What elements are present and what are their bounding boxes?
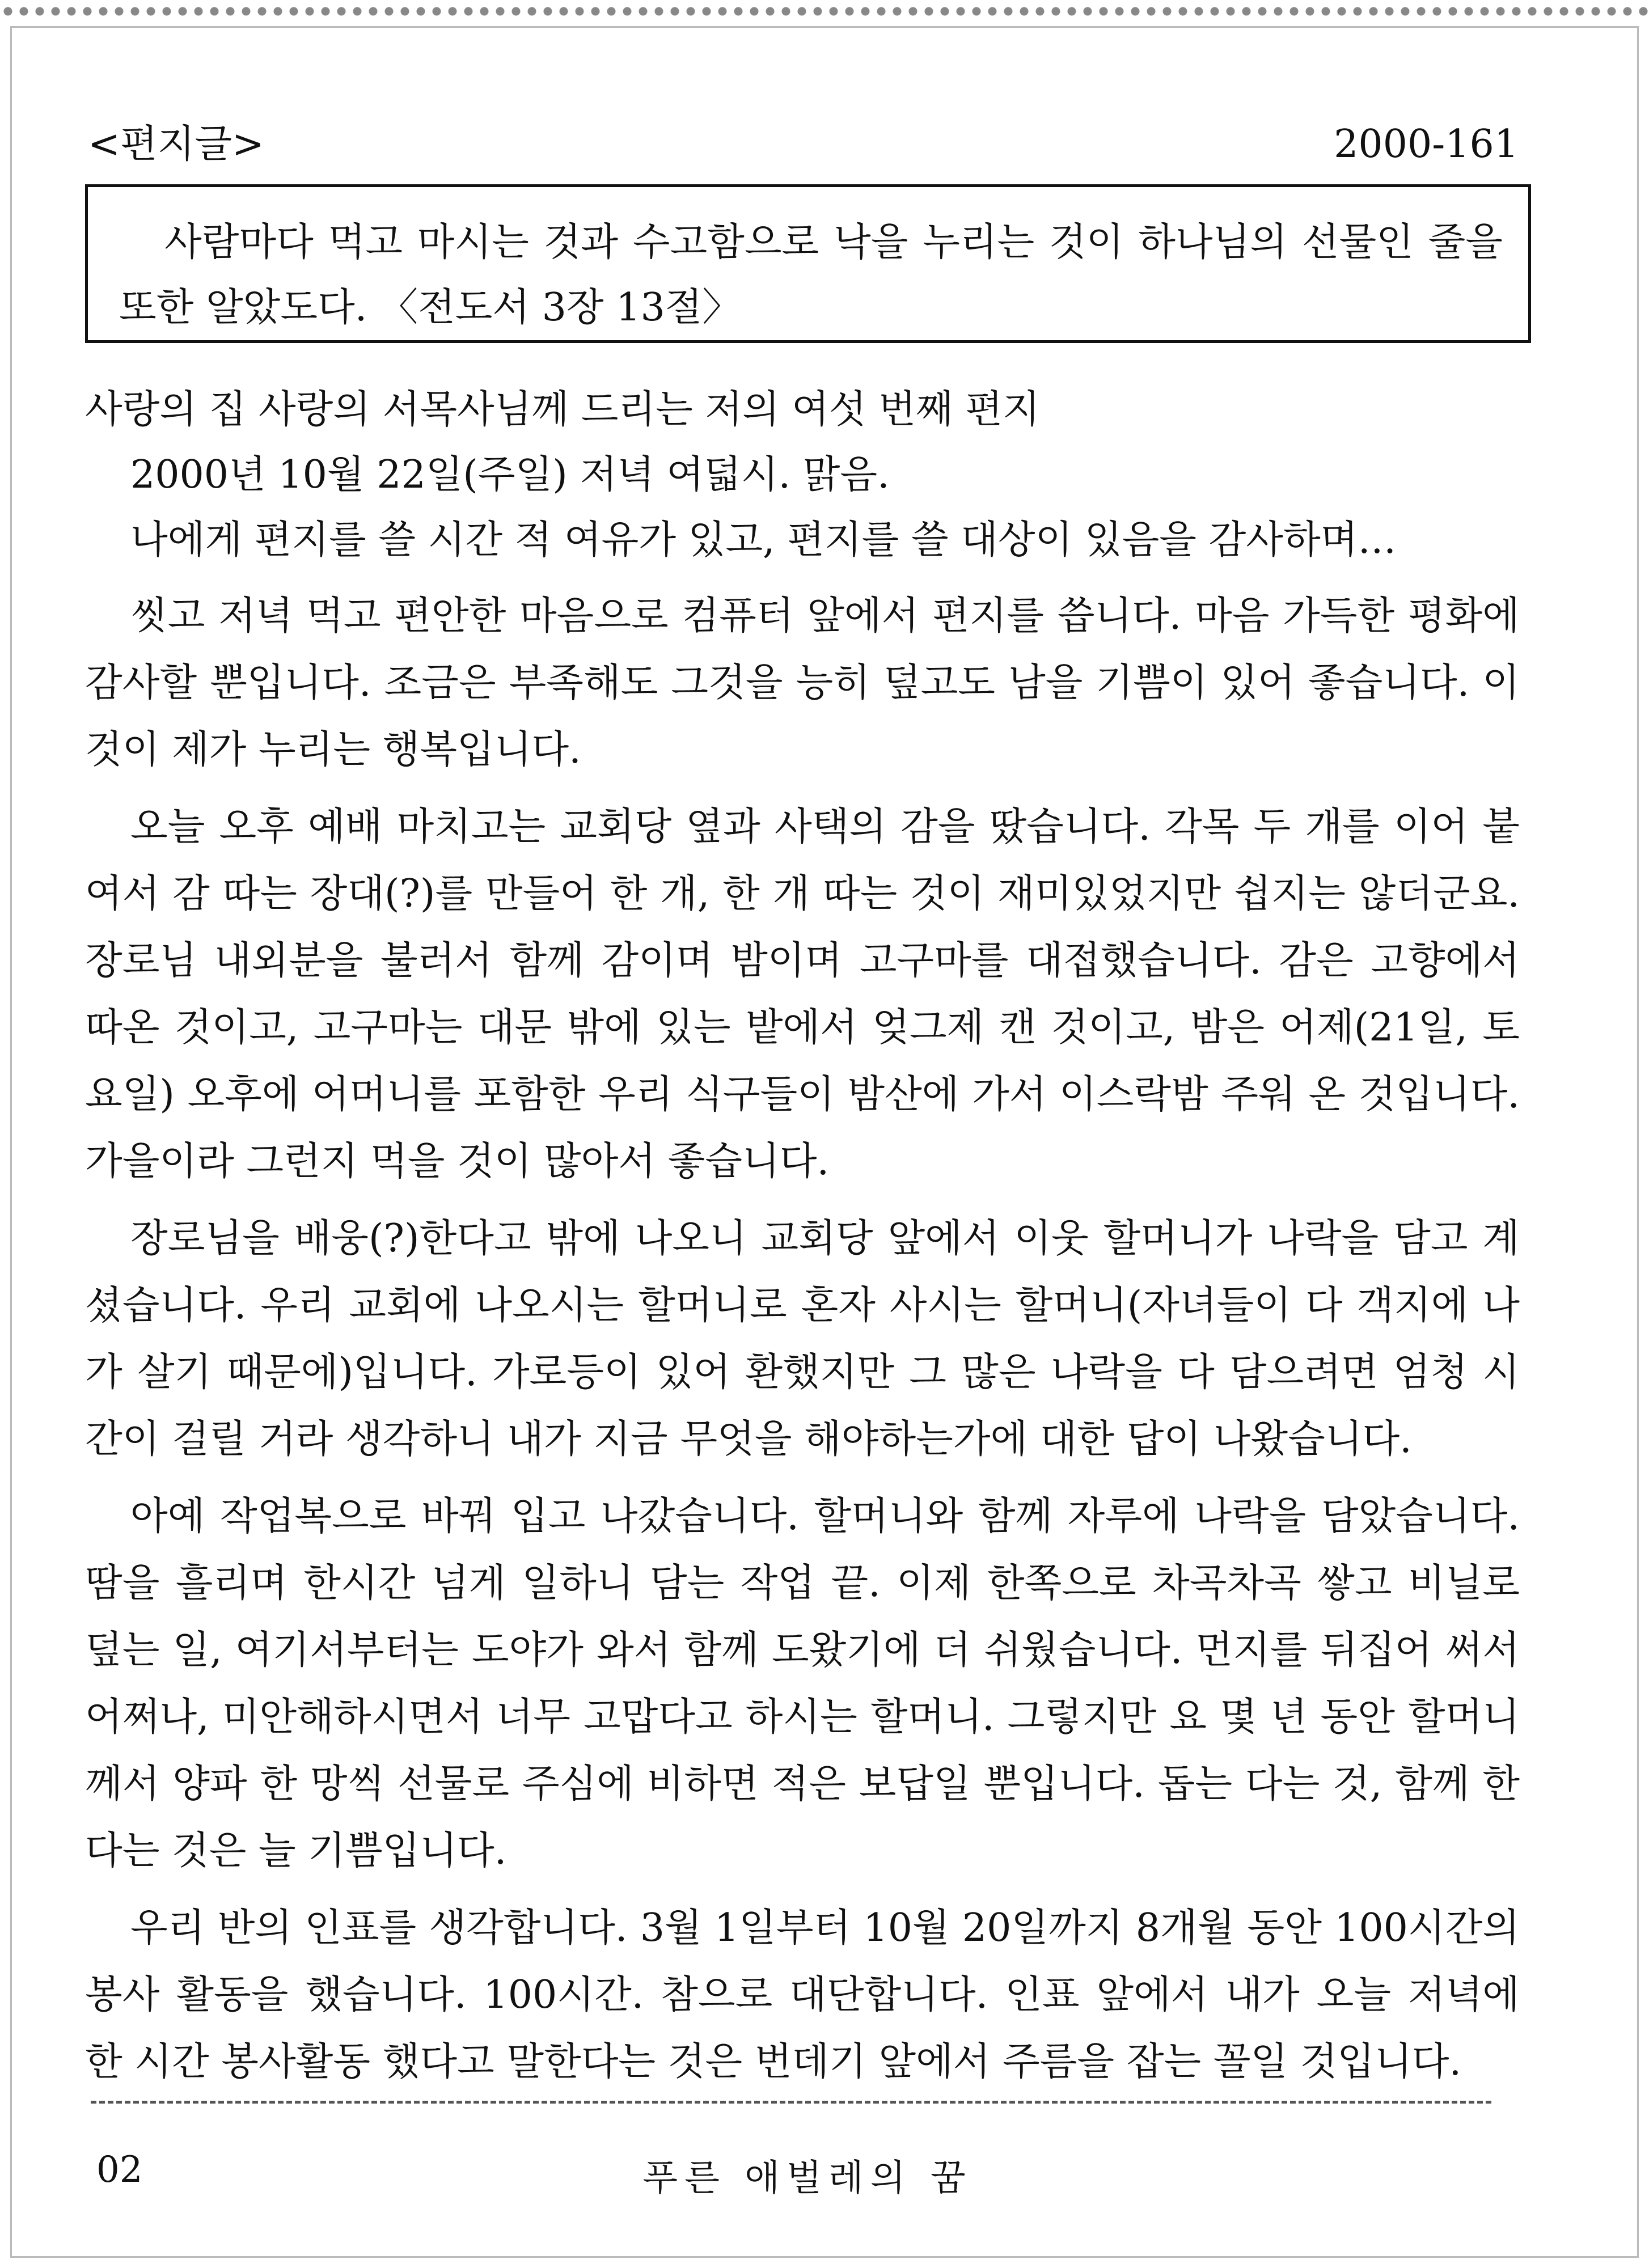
- document-number: 2000-161: [1334, 122, 1519, 167]
- paragraph-5: 우리 반의 인표를 생각합니다. 3월 1일부터 10월 20일까지 8개월 동안 100시간의 봉사 활동을 했습니다. 100시간. 참으로 대단합니다. 인표 앞에서 내가 오늘 저녁에 한 시간 봉사활동 했다고 말한다는 것은 번데기 앞에서 주름을 잡는 꼴일 것입니다.: [85, 1906, 1520, 2084]
- publication-title: 푸른 애벌레의 꿈: [642, 2157, 973, 2199]
- letter-date: 2000년 10월 22일(주일) 저녁 여덟시. 맑음.: [130, 452, 890, 497]
- spiral-binding: [0, 0, 1649, 23]
- scripture-box: [85, 184, 1531, 343]
- page-number: 02: [96, 2149, 143, 2191]
- footer-divider: [91, 2101, 1491, 2104]
- letter-title: 사랑의 집 사랑의 서목사님께 드리는 저의 여섯 번째 편지: [85, 387, 1040, 432]
- scripture-verse: 사람마다 먹고 마시는 것과 수고함으로 낙을 누리는 것이 하나님의 선물인 줄을 또한 알았도다. 〈전도서 3장 13절〉: [119, 220, 1503, 330]
- page-header: [88, 113, 1519, 168]
- category-label: <편지글>: [88, 122, 265, 167]
- letter-body: [85, 377, 1520, 2096]
- paragraph-2: 오늘 오후 예배 마치고는 교회당 옆과 사택의 감을 땄습니다. 각목 두 개를 이어 붙여서 감 따는 장대(?)를 만들어 한 개, 한 개 따는 것이 재미있었지만 쉽지는 않더군요. 장로님 내외분을 불러서 함께 감이며 밤이며 고구마를 대접했습니다. 감은 고향에서 따온 것이고, 고구마는 대문 밖에 있는 밭에서 엊그제 캔 것이고, 밤은 어제(21일, 토요일) 오후에 어머니를 포함한 우리 식구들이 밤산에 가서 이스락밤 주워 온 것입니다. 가을이라 그런지 먹을 것이 많아서 좋습니다.: [85, 805, 1520, 1184]
- paragraph-3: 장로님을 배웅(?)한다고 밖에 나오니 교회당 앞에서 이웃 할머니가 나락을 담고 계셨습니다. 우리 교회에 나오시는 할머니로 혼자 사시는 할머니(자녀들이 다 객지에 나가 살기 때문에)입니다. 가로등이 있어 환했지만 그 많은 나락을 다 담으려면 엄청 시간이 걸릴 거라 생각하니 내가 지금 무엇을 해야하는가에 대한 답이 나왔습니다.: [85, 1216, 1520, 1462]
- letter-opening: 나에게 편지를 쓸 시간 적 여유가 있고, 편지를 쓸 대상이 있음을 감사하며…: [130, 518, 1397, 562]
- paragraph-1: 씻고 저녁 먹고 편안한 마음으로 컴퓨터 앞에서 편지를 씁니다. 마음 가득한 평화에 감사할 뿐입니다. 조금은 부족해도 그것을 능히 덮고도 남을 기쁨이 있어 좋습니다. 이것이 제가 누리는 행복입니다.: [85, 594, 1520, 772]
- paragraph-4: 아예 작업복으로 바꿔 입고 나갔습니다. 할머니와 함께 자루에 나락을 담았습니다. 땀을 흘리며 한시간 넘게 일하니 담는 작업 끝. 이제 한쪽으로 차곡차곡 쌓고 비닐로 덮는 일, 여기서부터는 도야가 와서 함께 도왔기에 더 쉬웠습니다. 먼지를 뒤집어 써서 어쩌나, 미안해하시면서 너무 고맙다고 하시는 할머니. 그렇지만 요 몇 년 동안 할머니께서 양파 한 망씩 선물로 주심에 비하면 적은 보답일 뿐입니다. 돕는 다는 것, 함께 한다는 것은 늘 기쁨입니다.: [85, 1494, 1520, 1873]
